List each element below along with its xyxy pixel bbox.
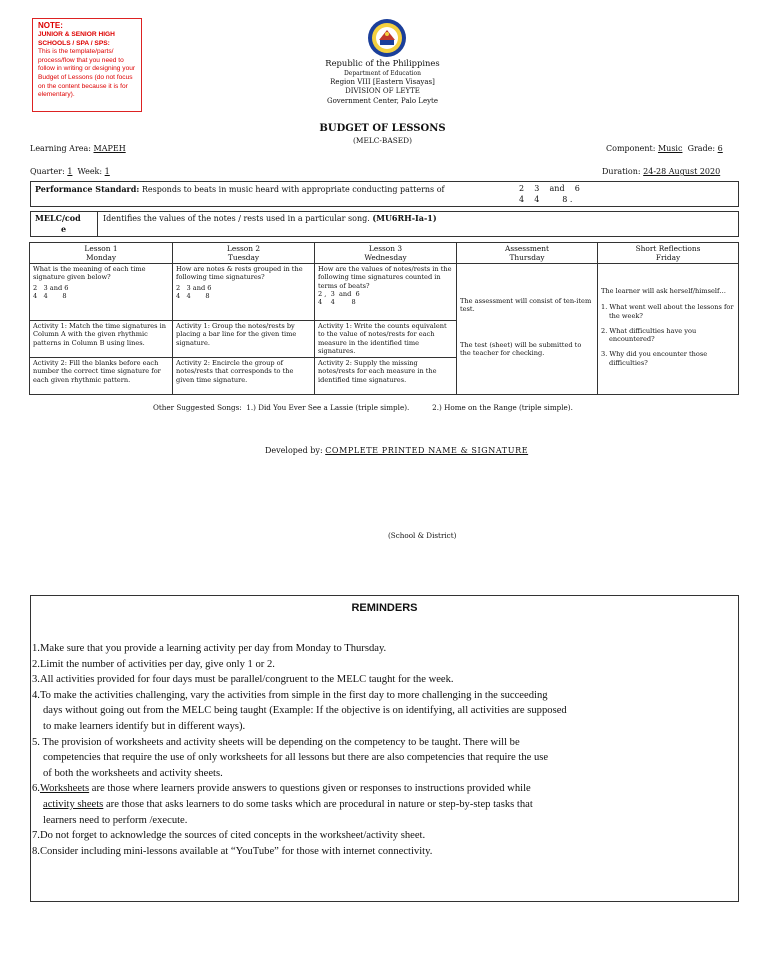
template-note bbox=[32, 18, 142, 112]
performance-standard-label: Performance Standard: bbox=[35, 184, 140, 194]
lessons-table bbox=[29, 242, 739, 395]
lesson-1-question: What is the meaning of each time signature given below? 2 3 and 6 4 4 8 bbox=[30, 264, 173, 321]
component-grade bbox=[606, 144, 723, 153]
suggested-song-1: 1.) Did You Ever See a Lassie (triple simple). bbox=[246, 403, 410, 412]
reflections-cell bbox=[598, 264, 739, 395]
table-row bbox=[30, 264, 739, 321]
duration-label: Duration: bbox=[602, 167, 641, 176]
list-item: competencies that require the use of only worksheets for all lessons but there are also competencies that require the use bbox=[43, 752, 549, 764]
suggested-songs-label: Other Suggested Songs: bbox=[153, 403, 242, 412]
list-item: 3.All activities provided for four days must be parallel/congruent to the MELC taught for the week. bbox=[32, 674, 454, 686]
time-signature-bottom: 4 4 8 . bbox=[519, 195, 573, 204]
lesson-2-activity-2: Activity 2: Encircle the group of notes/rests that corresponds to the given time signature. bbox=[173, 358, 315, 395]
reminders-box bbox=[30, 595, 739, 902]
week-label: Week: bbox=[77, 167, 103, 176]
header-lesson-1: Lesson 1 Monday bbox=[30, 243, 173, 264]
school-district: (School & District) bbox=[388, 531, 457, 540]
melc-divider bbox=[97, 212, 98, 236]
address-line: Government Center, Palo Leyte bbox=[326, 97, 439, 105]
header-lesson-3: Lesson 3 Wednesday bbox=[315, 243, 457, 264]
learning-area bbox=[30, 144, 126, 153]
suggested-songs bbox=[153, 403, 573, 412]
assessment-text-2: The test (sheet) will be submitted to the teacher for checking. bbox=[460, 340, 582, 357]
lesson-1-activity-1: Activity 1: Match the time signatures in Column A with the given rhythmic patterns in Column B using lines. bbox=[30, 321, 173, 358]
quarter-value: 1 bbox=[67, 167, 73, 176]
learning-area-value: MAPEH bbox=[93, 144, 126, 153]
lesson-2-question: How are notes & rests grouped in the following time signatures? 2 3 and 6 4 4 8 bbox=[173, 264, 315, 321]
header-lesson-2: Lesson 2 Tuesday bbox=[173, 243, 315, 264]
table-header-row bbox=[30, 243, 739, 264]
note-body: This is the template/parts/ process/flow that you need to follow in writing or designing your Budget of Lessons (do not focus on the content because it is for elementary). bbox=[38, 48, 136, 99]
lesson-3-activity-1: Activity 1: Write the counts equivalent to the value of notes/rests for each measure in the identified time signatures. bbox=[315, 321, 457, 358]
region-line: Region VIII [Eastern Visayas] bbox=[330, 78, 435, 86]
note-title: NOTE: bbox=[38, 21, 63, 30]
quarter-label: Quarter: bbox=[30, 167, 65, 176]
component-value: Music bbox=[657, 144, 683, 153]
worksheets-term: Worksheets bbox=[39, 783, 90, 795]
learning-area-label: Learning Area: bbox=[30, 144, 91, 153]
duration-value: 24-28 August 2020 bbox=[643, 167, 721, 176]
list-item: 8.Consider including mini-lessons available at “YouTube” for those with internet connectivity. bbox=[32, 845, 433, 857]
reflection-item: 3. Why did you encounter those difficulties? bbox=[601, 350, 708, 367]
page-title: BUDGET OF LESSONS bbox=[319, 123, 446, 134]
suggested-song-2: 2.) Home on the Range (triple simple). bbox=[432, 403, 573, 412]
list-item: learners need to perform /execute. bbox=[43, 814, 188, 826]
developed-by-name: COMPLETE PRINTED NAME & SIGNATURE bbox=[325, 446, 529, 455]
developed-by-label: Developed by: bbox=[265, 446, 323, 455]
melc-label-bottom: e bbox=[61, 224, 67, 234]
developed-by bbox=[265, 446, 528, 455]
performance-standard-text: Responds to beats in music heard with appropriate conducting patterns of bbox=[141, 185, 445, 194]
melc-statement bbox=[103, 213, 437, 223]
note-line-1: JUNIOR & SENIOR HIGH bbox=[38, 31, 115, 38]
division-line: DIVISION OF LEYTE bbox=[345, 87, 420, 95]
header-reflections: Short Reflections Friday bbox=[598, 243, 739, 264]
quarter-week bbox=[30, 167, 110, 176]
list-item: to make learners identify but in different ways). bbox=[43, 720, 246, 732]
list-item: activity sheets are those that asks learners to do some tasks which are procedural in nature or step-by-step tasks that bbox=[43, 798, 533, 810]
reminders-list bbox=[32, 641, 567, 859]
activity-sheets-term: activity sheets bbox=[43, 798, 104, 810]
duration bbox=[602, 167, 720, 176]
list-item: 1.Make sure that you provide a learning activity per day from Monday to Thursday. bbox=[32, 643, 387, 654]
list-item: of both the worksheets and activity sheets. bbox=[43, 767, 223, 779]
list-item: 5. The provision of worksheets and activity sheets will be depending on the competency to be taught. There will be bbox=[32, 736, 520, 748]
republic-line: Republic of the Philippines bbox=[325, 58, 440, 68]
note-line-2: SCHOOLS / SPA / SPS: bbox=[38, 39, 110, 47]
melc-text: Identifies the values of the notes / rests used in a particular song. bbox=[103, 214, 370, 223]
deped-seal-icon bbox=[367, 18, 407, 58]
list-item: days without going out from the MELC being taught (Example: If the objective is on identifying, all activities are supposed bbox=[43, 705, 567, 717]
grade-value: 6 bbox=[717, 144, 723, 153]
time-signature-top: 2 3 and 6 bbox=[519, 184, 580, 193]
reflection-item: 1. What went well about the lessons for the week? bbox=[601, 303, 734, 320]
reflection-intro: The learner will ask herself/himself… bbox=[601, 287, 727, 295]
list-item: 6.Worksheets are those where learners provide answers to questions given or responses to instructions provided while bbox=[32, 783, 531, 795]
melc-label-top: MELC/cod bbox=[35, 213, 81, 223]
lesson-1-activity-2: Activity 2: Fill the blanks before each number the correct time signature for each given rhythmic pattern. bbox=[30, 358, 173, 395]
performance-standard-box bbox=[30, 181, 739, 207]
lesson-2-activity-1: Activity 1: Group the notes/rests by placing a bar line for the given time signature. bbox=[173, 321, 315, 358]
grade-label: Grade: bbox=[687, 144, 716, 153]
list-item: 4.To make the activities challenging, vary the activities from simple in the first day to more challenging in the succeeding bbox=[32, 689, 548, 701]
page-subtitle: (MELC-BASED) bbox=[353, 136, 412, 145]
list-item: 2.Limit the number of activities per day, give only 1 or 2. bbox=[32, 658, 275, 670]
performance-standard bbox=[35, 184, 444, 194]
lesson-3-activity-2: Activity 2: Supply the missing notes/rests for each measure in the identified time signatures. bbox=[315, 358, 457, 395]
reminders-title: REMINDERS bbox=[351, 602, 418, 614]
melc-code: (MU6RH-Ia-1) bbox=[372, 213, 437, 223]
header-assessment: Assessment Thursday bbox=[457, 243, 598, 264]
list-item: 7.Do not forget to acknowledge the sources of cited concepts in the worksheet/activity sheet. bbox=[32, 830, 426, 842]
assessment-cell bbox=[457, 264, 598, 395]
week-value: 1 bbox=[104, 167, 110, 176]
reflection-item: 2. What difficulties have you encountered? bbox=[601, 326, 697, 344]
lesson-3-question: How are the values of notes/rests in the following time signatures counted in terms of beats? 2 , 3 and 6 4 4 8 bbox=[315, 264, 457, 321]
melc-box bbox=[30, 211, 739, 237]
component-label: Component: bbox=[606, 144, 656, 153]
assessment-text-1: The assessment will consist of ten-item test. bbox=[460, 297, 592, 314]
department-line: Department of Education bbox=[343, 70, 422, 77]
